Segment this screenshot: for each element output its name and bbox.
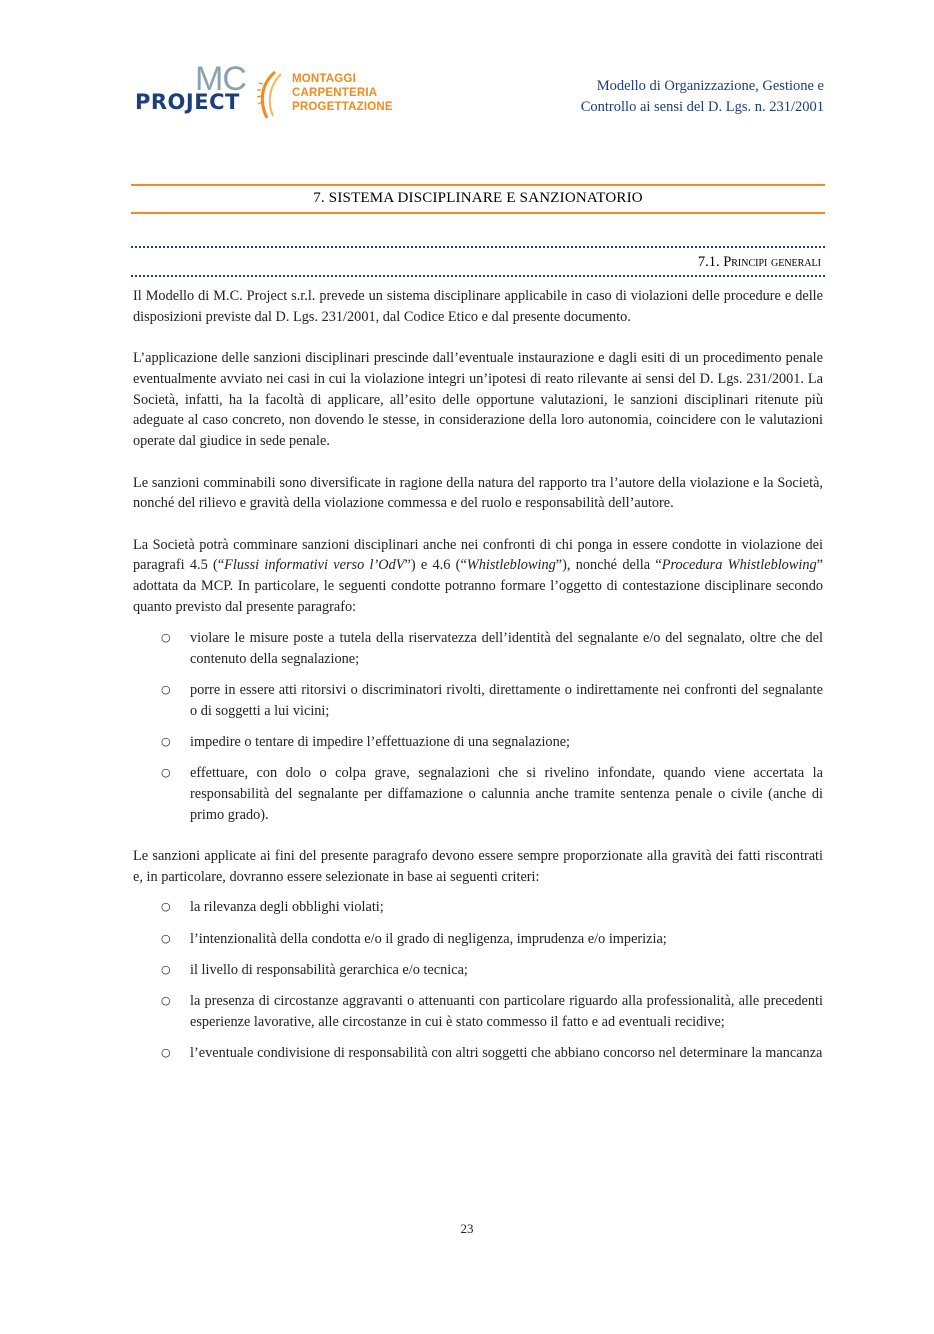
logo-line-1: MONTAGGI [292, 73, 356, 85]
logo-swoosh-icon [253, 70, 287, 120]
list-item-text: l’eventuale condivisione di responsabilità con altri soggetti che abbiano concorso nel determinare la mancanza [190, 1045, 823, 1062]
paragraph-4-italic-3: Procedura Whistleblowing [661, 557, 817, 574]
logo-project: PROJECT [135, 90, 240, 114]
page-number: 23 [460, 1221, 474, 1236]
list-item [133, 991, 823, 1033]
paragraph-4-text-d: ” adottata da MCP. In particolare, le seguenti condotte potranno formare l’oggetto di contestazione disciplinare secondo quanto previsto dal presente paragrafo: [133, 557, 823, 616]
list-item [133, 680, 823, 722]
section-heading [131, 184, 825, 214]
logo-line-3: PROGETTAZIONE [292, 101, 393, 113]
list-item [133, 960, 823, 981]
list-item [133, 929, 823, 950]
paragraph-4-italic-2: Whistleblowing [466, 557, 556, 574]
bullet-circle-icon: ○ [161, 766, 171, 780]
list-item-text: l’intenzionalità della condotta e/o il grado di negligenza, imprudenza e/o imperizia; [190, 930, 667, 947]
logo-mc: MC [195, 60, 246, 98]
list-item [133, 763, 823, 825]
body-text [133, 286, 823, 1084]
list-item-text: il livello di responsabilità gerarchica e/o tecnica; [190, 961, 468, 978]
list-item [133, 732, 823, 753]
section-title: 7. SISTEMA DISCIPLINARE E SANZIONATORIO [313, 190, 643, 206]
bullet-circle-icon: ○ [161, 1046, 171, 1060]
company-logo [135, 60, 405, 124]
paragraph-1: Il Modello di M.C. Project s.r.l. prevede un sistema disciplinare applicabile in caso di violazioni delle procedure e delle disposizioni previste dal D. Lgs. 231/2001, dal Codice Etico e dal presente documento. [133, 288, 823, 325]
bullet-circle-icon: ○ [161, 900, 171, 914]
list-item-text: impedire o tentare di impedire l’effettuazione di una segnalazione; [190, 734, 571, 751]
list-item-text: violare le misure poste a tutela della riservatezza dell’identità del segnalante e/o del segnalato, oltre che del contenuto della segnalazione; [190, 629, 823, 667]
list-item [133, 628, 823, 670]
bullet-circle-icon: ○ [161, 962, 171, 976]
list-item-text: porre in essere atti ritorsivi o discriminatori rivolti, direttamente o indirettamente nei confronti del segnalante o di soggetti a lui vicini; [190, 681, 823, 719]
subsection-title: 7.1. Principi generali [697, 254, 821, 270]
paragraph-4-italic-1: Flussi informativi verso l’OdV [224, 557, 405, 574]
logo-line-2: CARPENTERIA [292, 87, 378, 99]
list-item-text: la presenza di circostanze aggravanti o attenuanti con particolare riguardo alla professionalità, alle precedenti esperienze lavorative, alle circostanze in cui è stato commesso il fatto e ad eventuali recidive; [190, 993, 823, 1031]
bullet-circle-icon: ○ [161, 994, 171, 1008]
bullet-circle-icon: ○ [161, 682, 171, 696]
paragraph-2: L’applicazione delle sanzioni disciplinari prescinde dall’eventuale instaurazione e dagli esiti di un procedimento penale eventualmente avviato nei casi in cui la violazione integri un’ipotesi di reato rilevante ai sensi del D. Lgs. 231/2001. La Società, infatti, ha la facoltà di applicare, all’esito delle opportune valutazioni, le sanzioni disciplinari ritenute più adeguate al caso concreto, non dovendo le stesse, in considerazione della loro autonomia, coincidere con le valutazioni operate dal giudice in sede penale. [133, 350, 823, 450]
paragraph-5: Le sanzioni applicate ai fini del presente paragrafo devono essere sempre proporzionate alla gravità dei fatti riscontrati e, in particolare, dovranno essere selezionate in base ai seguenti criteri: [133, 847, 823, 885]
list-item [133, 1043, 823, 1064]
logo-tagline [292, 72, 393, 114]
bullet-circle-icon: ○ [161, 630, 171, 644]
paragraph-4 [133, 535, 823, 618]
paragraph-4-text-b: ”) e 4.6 (“ [404, 557, 467, 574]
paragraph-3: Le sanzioni comminabili sono diversificate in ragione della natura del rapporto tra l’autore della violazione e la Società, nonché del rilievo e gravità della violazione commessa e del ruolo e responsabilità dell’autore. [133, 474, 823, 512]
document-title-line-1: Modello di Organizzazione, Gestione e [596, 78, 824, 94]
criteria-list [133, 897, 823, 1064]
list-item-text: la rilevanza degli obblighi violati; [190, 899, 384, 916]
document-title [504, 76, 824, 118]
list-item-text: effettuare, con dolo o colpa grave, segnalazioni che si rivelino infondate, quando viene accertata la responsabilità del segnalante per diffamazione o calunnia anche tramite sentenza penale o civile (anche di primo grado). [190, 765, 823, 823]
list-item [133, 897, 823, 918]
subsection-heading [131, 246, 825, 277]
paragraph-4-text-a: La Società potrà comminare sanzioni disciplinari anche nei confronti di chi ponga in essere condotte in violazione dei paragrafi 4.5 (“ [133, 536, 823, 574]
bullet-circle-icon: ○ [161, 931, 171, 945]
document-title-line-2: Controllo ai sensi del D. Lgs. n. 231/2001 [580, 99, 824, 115]
paragraph-4-text-c: ”), nonché della “ [555, 557, 662, 574]
conduct-list [133, 628, 823, 826]
bullet-circle-icon: ○ [161, 735, 171, 749]
